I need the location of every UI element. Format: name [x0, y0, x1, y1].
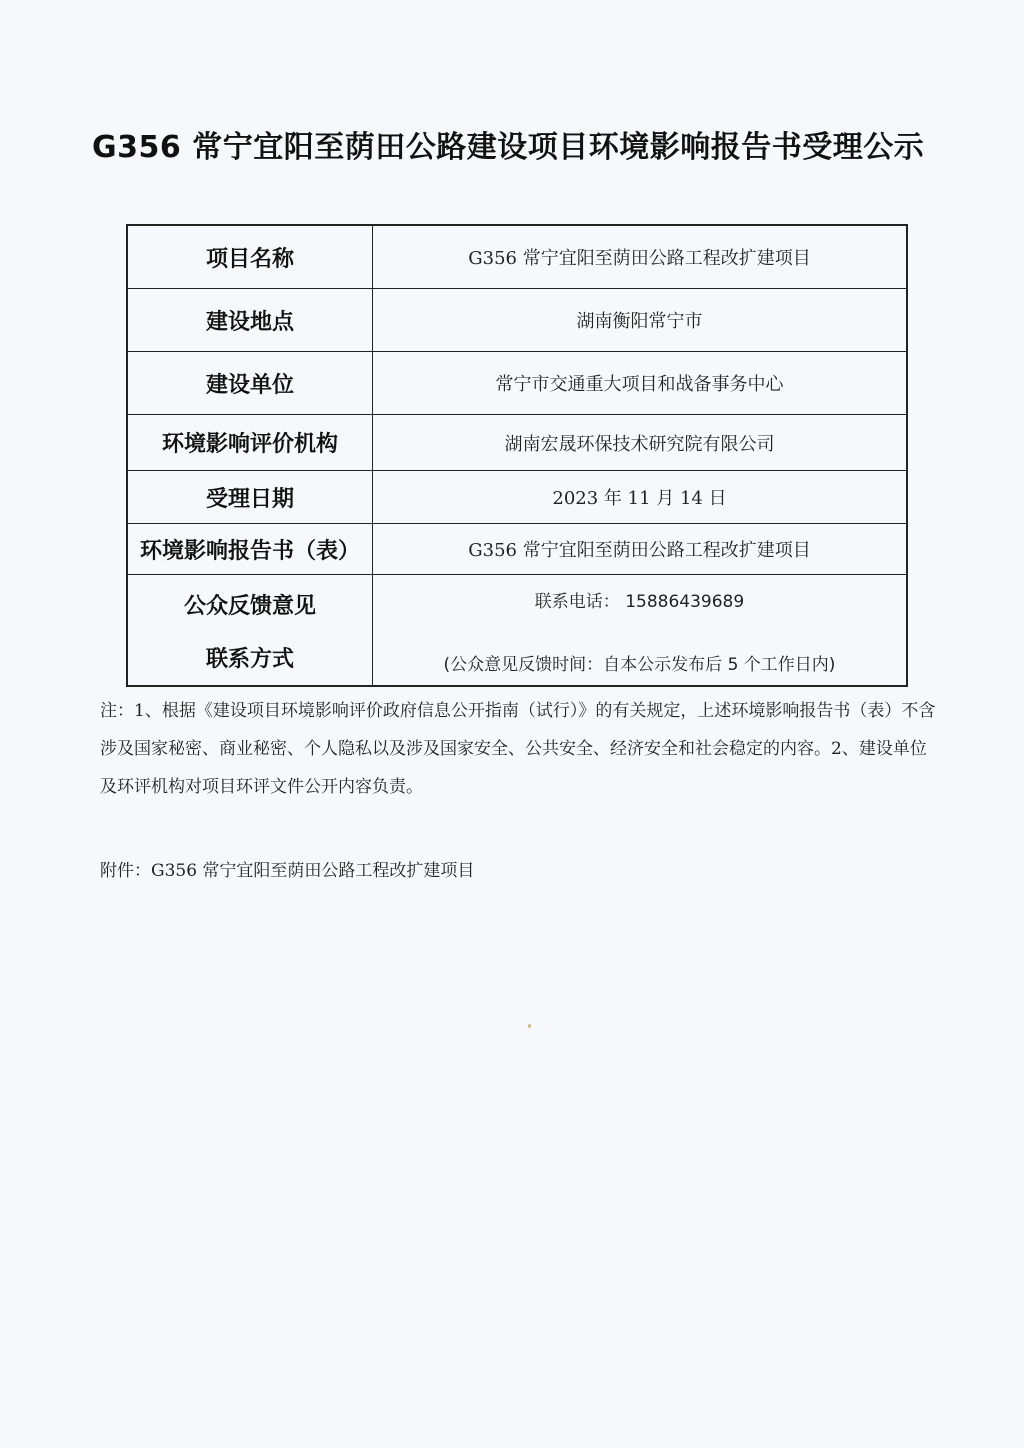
- row-value: 湖南宏晟环保技术研究院有限公司: [373, 415, 908, 471]
- table-row-report: [127, 524, 907, 575]
- table-row-contact: [127, 575, 907, 687]
- contact-phone: 联系电话： 15886439689: [534, 592, 745, 612]
- row-value: G356 常宁宜阳至荫田公路工程改扩建项目: [373, 225, 908, 289]
- row-label: 项目名称: [127, 225, 373, 289]
- table-row-location: [127, 289, 907, 352]
- table-row-eia-agency: [127, 415, 907, 471]
- table-row-project-name: [127, 225, 907, 289]
- row-label: 建设地点: [127, 289, 373, 352]
- row-value: 湖南衡阳常宁市: [373, 289, 908, 352]
- contact-value: [373, 575, 908, 687]
- contact-label-line1: 公众反馈意见: [183, 594, 316, 619]
- row-label: 环境影响评价机构: [127, 415, 373, 471]
- row-value: G356 常宁宜阳至荫田公路工程改扩建项目: [373, 524, 908, 575]
- row-label: 建设单位: [127, 352, 373, 415]
- row-value: 常宁市交通重大项目和战备事务中心: [373, 352, 908, 415]
- info-table: [126, 224, 908, 687]
- row-value: 2023 年 11 月 14 日: [373, 471, 908, 524]
- paper-speck: [528, 1024, 531, 1028]
- feedback-period: (公众意见反馈时间：自本公示发布后 5 个工作日内): [443, 655, 836, 675]
- row-label: 环境影响报告书（表）: [127, 524, 373, 575]
- contact-label-line2: 联系方式: [205, 647, 294, 672]
- table-row-builder: [127, 352, 907, 415]
- document-title: G356 常宁宜阳至荫田公路建设项目环境影响报告书受理公示: [92, 130, 925, 165]
- footnote: 注：1、根据《建设项目环境影响评价政府信息公开指南（试行）》的有关规定，上述环境影响报告书（表）不含涉及国家秘密、商业秘密、个人隐私以及涉及国家安全、公共安全、经济安全和社会稳定的内容。2、建设单位及环评机构对项目环评文件公开内容负责。: [100, 701, 936, 797]
- table-row-acceptance-date: [127, 471, 907, 524]
- row-label: 受理日期: [127, 471, 373, 524]
- contact-label: [127, 575, 373, 687]
- attachment-line: 附件：G356 常宁宜阳至荫田公路工程改扩建项目: [100, 861, 475, 881]
